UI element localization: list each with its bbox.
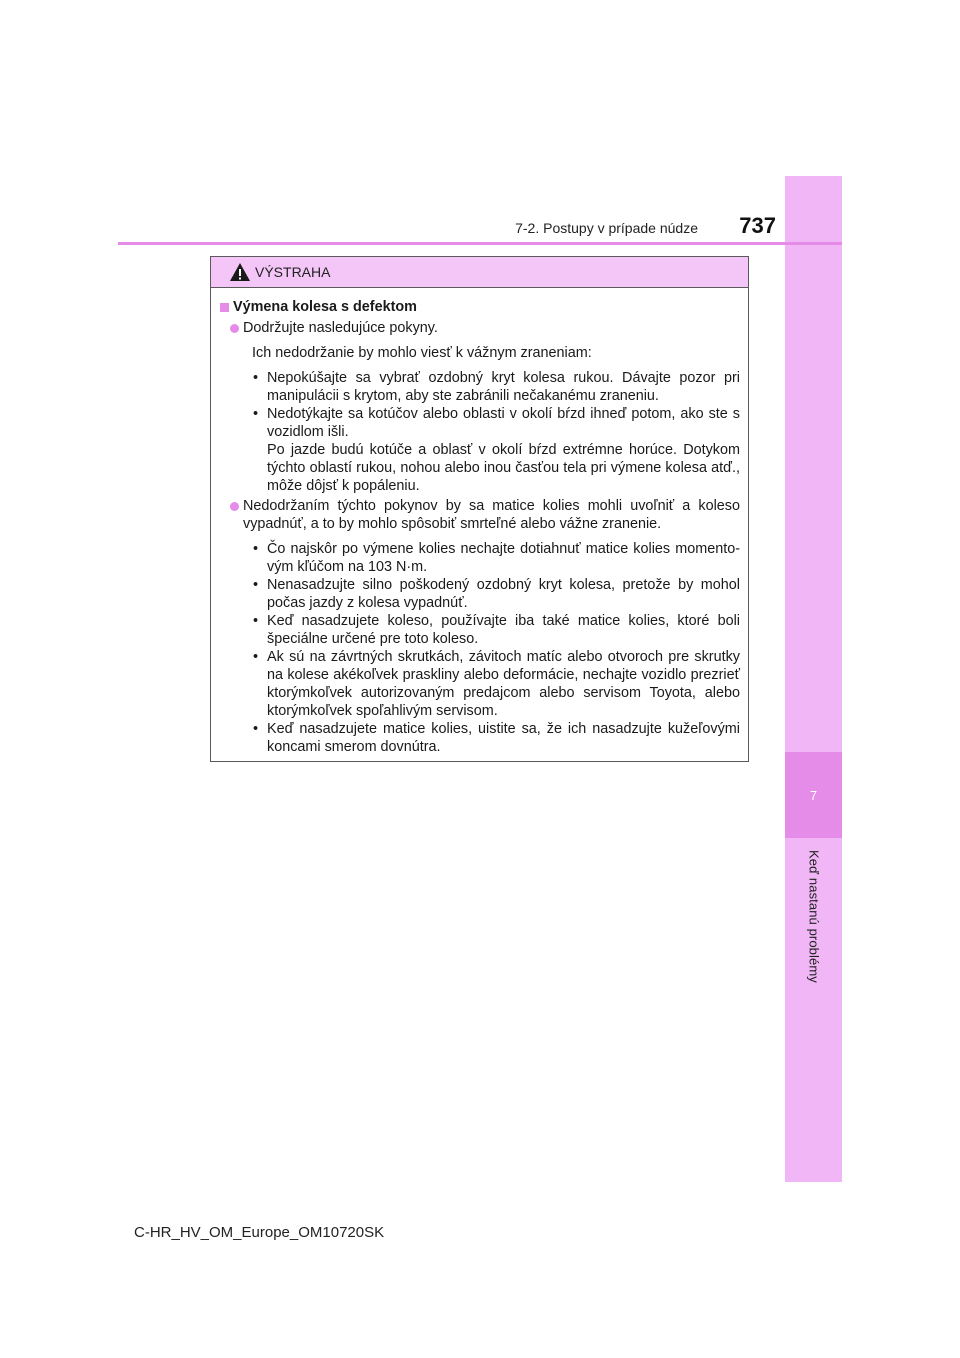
chapter-number: 7 <box>809 787 818 803</box>
list-item <box>250 540 740 576</box>
warning-title: VÝSTRAHA <box>255 264 331 280</box>
list-item-text: Keď nasadzujete matice kolies, uistite sa, že ich nasadzujte kužeľovými koncami smerom dovnútra. <box>267 721 740 755</box>
instruction-followup: Ich nedodržanie by mohlo viesť k vážnym zraneniam: <box>252 345 592 361</box>
list-item <box>250 648 740 720</box>
circle-bullet-icon <box>230 324 239 333</box>
list-item-continuation: Po jazde budú kotúče a oblasť v okolí bŕzd extrémne horúce. Dotykom týchto oblastí rukou, nohou alebo inou časťou tela pri výmene kolesa atď., môže dôjsť k popáleniu. <box>267 442 740 494</box>
warning-heading: Výmena kolesa s defektom <box>233 299 417 315</box>
bullet-mark: • <box>253 541 259 557</box>
list-item <box>250 612 740 648</box>
bullet-list <box>250 540 740 756</box>
chapter-number-box <box>785 752 842 838</box>
warning-triangle-icon <box>229 262 251 282</box>
instruction-text: Nedodržaním týchto pokynov by sa matice kolies mohli uvoľniť a koleso vypadnúť, a to by mohlo spôsobiť smrteľné alebo vážne zranenie. <box>243 498 740 532</box>
instruction-text: Dodržujte nasledujúce pokyny. <box>243 320 438 336</box>
bullet-list <box>250 369 740 495</box>
list-item-text: Ak sú na závrtných skrutkách, závitoch matíc alebo otvoroch pre skrutky na kolese akékoľvek praskliny alebo deformácie, nechajte vozidlo prezrieť ktorýmkoľvek autorizovaným predajcom alebo servisom Toyota, alebo ktorýmkoľvek spoľahlivým servisom. <box>267 649 740 719</box>
instruction-item <box>220 319 740 337</box>
list-item <box>250 405 740 495</box>
section-title: 7-2. Postupy v prípade núdze <box>515 220 698 236</box>
bullet-mark: • <box>253 649 259 665</box>
chapter-label: Keď nastanú problémy <box>806 849 822 983</box>
list-item <box>250 576 740 612</box>
list-item-text: Nenasadzujte silno poškodený ozdobný kryt kolesa, pretože by mohol počas jazdy z kolesa vypadnúť. <box>267 577 740 611</box>
warning-heading-line <box>220 298 740 316</box>
list-item-text: Nepokúšajte sa vybrať ozdobný kryt kolesa rukou. Dávajte pozor pri manipulácii s krytom, aby ste zabránili nečakanému zraneniu. <box>267 370 740 404</box>
list-item <box>250 369 740 405</box>
chapter-side-tab <box>785 176 842 1182</box>
page-number: 737 <box>739 213 776 238</box>
warning-box <box>210 256 749 762</box>
list-item-text: Keď nasadzujete koleso, používajte iba také matice kolies, ktoré boli špeciálne určené pre toto koleso. <box>267 613 740 647</box>
bullet-mark: • <box>253 370 259 386</box>
bullet-mark: • <box>253 577 259 593</box>
document-code: C-HR_HV_OM_Europe_OM10720SK <box>134 1224 385 1241</box>
circle-bullet-icon <box>230 502 239 511</box>
instruction-item <box>220 497 740 533</box>
bullet-mark: • <box>253 613 259 629</box>
bullet-mark: • <box>253 406 259 422</box>
list-item-text: Nedotýkajte sa kotúčov alebo oblasti v okolí bŕzd ihneď potom, ako ste s vozidlom išli. <box>267 406 740 440</box>
warning-header <box>211 257 748 288</box>
warning-content <box>211 288 748 756</box>
list-item <box>250 720 740 756</box>
bullet-mark: • <box>253 721 259 737</box>
square-bullet-icon <box>220 303 229 312</box>
chapter-label-box <box>786 842 842 990</box>
list-item-text: Čo najskôr po výmene kolies nechajte dotiahnuť matice kolies momento-vým kľúčom na 103 N·m. <box>267 541 740 575</box>
header-rule <box>118 242 842 245</box>
